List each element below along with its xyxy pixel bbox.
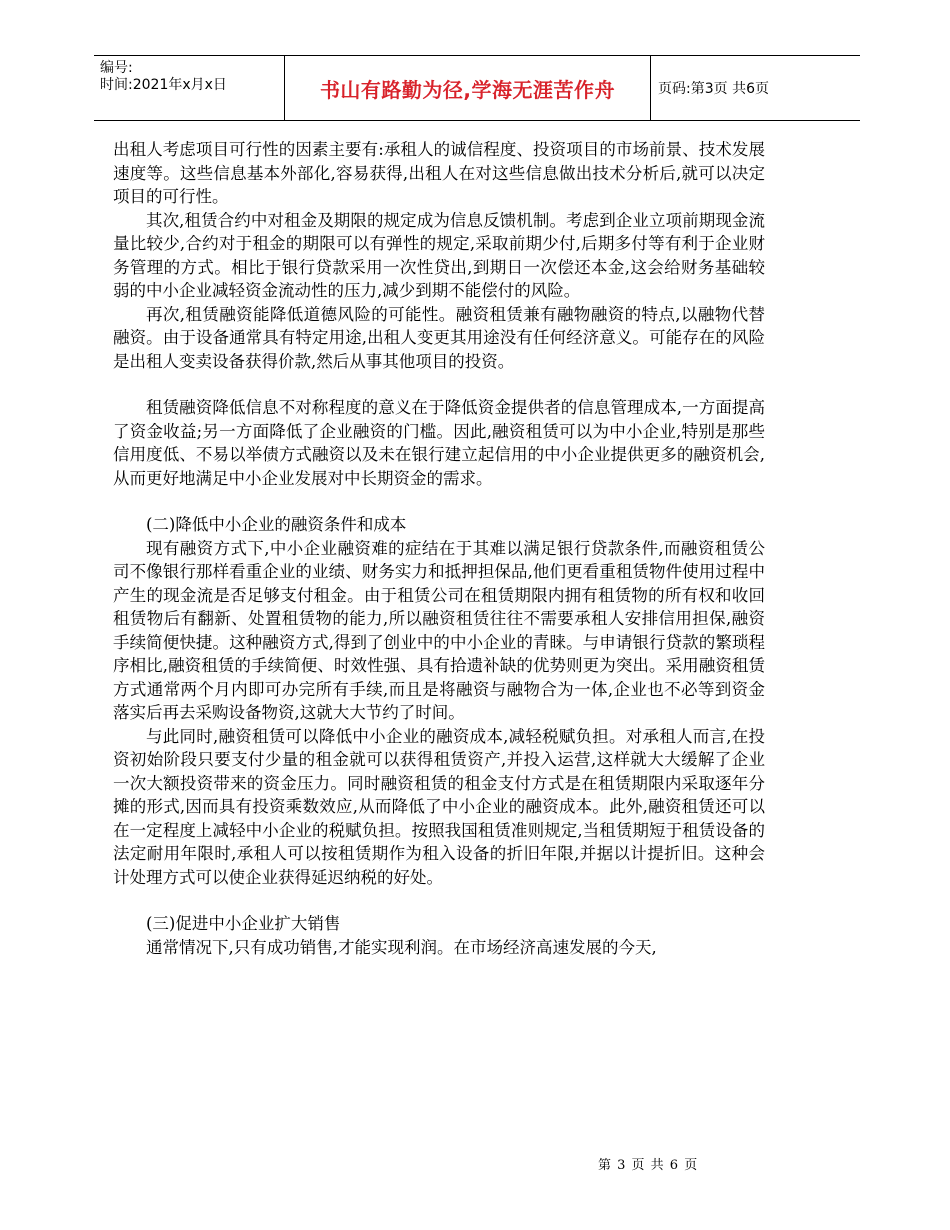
header-motto: 书山有路勤为径,学海无涯苦作舟 xyxy=(319,77,616,102)
document-time-label: 时间:2021年x月x日 xyxy=(100,77,227,93)
section-heading-2: (二)降低中小企业的融资条件和成本 xyxy=(146,515,407,534)
paragraph-3: 再次,租赁融资能降低道德风险的可能性。融资租赁兼有融物融资的特点,以融物代替融资。由于设备通常具有特定用途,出租人变更其用途没有任何经济意义。可能存在的风险是出租人变卖设备获得价款,然后从事其他项目的投资。 xyxy=(113,304,765,371)
paragraph-2: 其次,租赁合约中对租金及期限的规定成为信息反馈机制。考虑到企业立项前期现金流量比较少,合约对于租金的期限可以有弹性的规定,采取前期少付,后期多付等有利于企业财务管理的方式。相比于银行贷款采用一次性贷出,到期日一次偿还本金,这会给财务基础较弱的中小企业减轻资金流动性的压力,减少到期不能偿付的风险。 xyxy=(113,210,765,300)
paragraph-5: 现有融资方式下,中小企业融资难的症结在于其难以满足银行贷款条件,而融资租赁公司不像银行那样看重企业的业绩、财务实力和抵押担保品,他们更看重租赁物件使用过程中产生的现金流是否足够支付租金。由于租赁公司在租赁期限内拥有租赁物的所有权和收回租赁物后有翻新、处置租赁物的能力,所以融资租赁往往不需要承租人安排信用担保,融资手续简便快捷。这种融资方式,得到了创业中的中小企业的青睐。与申请银行贷款的繁琐程序相比,融资租赁的手续简便、时效性强、具有拾遗补缺的优势则更为突出。采用融资租赁方式通常两个月内即可办完所有手续,而且是将融资与融物合为一体,企业也不必等到资金落实后再去采购设备物资,这就大大节约了时间。 xyxy=(113,538,765,722)
page-footer: 第 3 页 共 6 页 xyxy=(598,1158,699,1173)
paragraph-6: 与此同时,融资租赁可以降低中小企业的融资成本,减轻税赋负担。对承租人而言,在投资初始阶段只要支付少量的租金就可以获得租赁资产,并投入运营,这样就大大缓解了企业一次大额投资带来的资金压力。同时融资租赁的租金支付方式是在租赁期限内采取逐年分摊的形式,因而具有投资乘数效应,从而降低了中小企业的融资成本。此外,融资租赁还可以在一定程度上减轻中小企业的税赋负担。按照我国租赁准则规定,当租赁期短于租赁设备的法定耐用年限时,承租人可以按租赁期作为租入设备的折旧年限,并据以计提折旧。这种会计处理方式可以使企业获得延迟纳税的好处。 xyxy=(113,726,765,887)
document-header xyxy=(94,55,860,121)
paragraph-gap xyxy=(113,373,765,396)
paragraph-gap xyxy=(113,889,765,912)
paragraph-4: 租赁融资降低信息不对称程度的意义在于降低资金提供者的信息管理成本,一方面提高了资金收益;另一方面降低了企业融资的门槛。因此,融资租赁可以为中小企业,特别是那些信用度低、不易以举债方式融资以及未在银行建立起信用的中小企业提供更多的融资机会,从而更好地满足中小企业发展对中长期资金的需求。 xyxy=(113,398,765,488)
paragraph-7: 通常情况下,只有成功销售,才能实现利润。在市场经济高速发展的今天, xyxy=(146,937,657,957)
header-divider-right xyxy=(650,56,651,120)
paragraph-gap xyxy=(113,490,765,513)
paragraph-1: 出租人考虑项目可行性的因素主要有:承租人的诚信程度、投资项目的市场前景、技术发展速度等。这些信息基本外部化,容易获得,出租人在对这些信息做出技术分析后,就可以决定项目的可行性。 xyxy=(113,140,765,206)
header-page-info: 页码:第3页 共6页 xyxy=(658,81,769,97)
header-meta xyxy=(100,60,282,94)
document-number-label: 编号: xyxy=(100,60,133,76)
document-body xyxy=(113,138,765,959)
section-heading-3: (三)促进中小企业扩大销售 xyxy=(146,914,341,933)
